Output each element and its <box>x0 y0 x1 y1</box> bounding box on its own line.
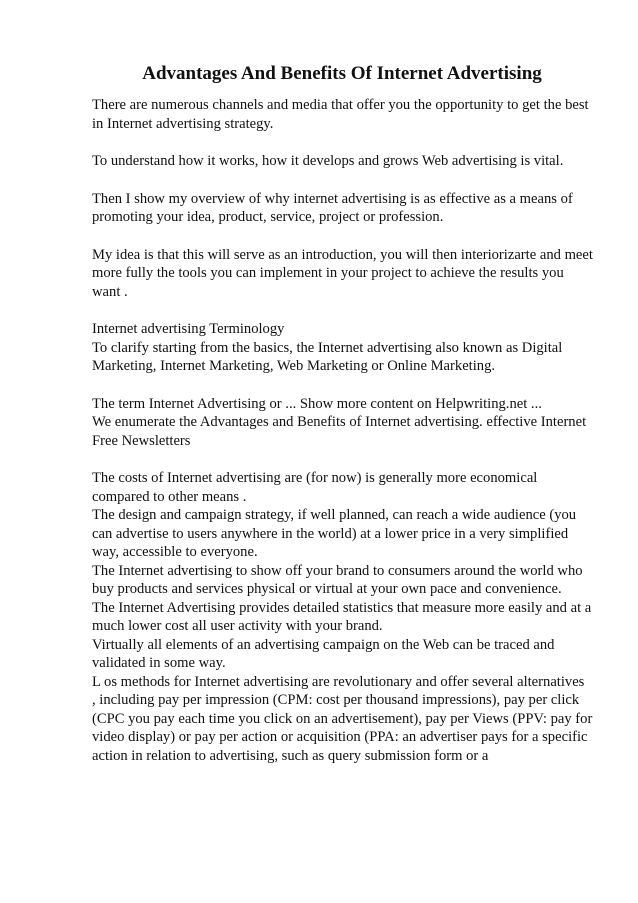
text-line: To clarify starting from the basics, the Internet advertising also known as Digital <box>92 339 563 356</box>
text-line: The Internet Advertising provides detailed statistics that measure more easily and at a <box>92 599 592 616</box>
text-line: in Internet advertising strategy. <box>92 115 274 132</box>
text-line: Then I show my overview of why internet advertising is as effective as a means of <box>92 190 573 207</box>
text-line: validated in some way. <box>92 655 226 671</box>
text-line: Free Newsletters <box>92 432 191 449</box>
paragraph <box>92 395 602 451</box>
document-body <box>92 96 602 765</box>
text-line: The costs of Internet advertising are (for now) is generally more economical <box>92 470 538 486</box>
text-line: My idea is that this will serve as an introduction, you will then interiorizarte and meet <box>92 246 593 263</box>
text-line: To understand how it works, how it develops and grows Web advertising is vital. <box>92 153 564 169</box>
paragraph <box>92 320 602 376</box>
text-line: buy products and services physical or virtual at your own pace and convenience. <box>92 581 562 597</box>
text-line: video display) or pay per action or acquisition (PPA: an advertiser pays for a specific <box>92 729 588 745</box>
document-title: Advantages And Benefits Of Internet Advertising <box>142 63 542 84</box>
text-line: The Internet advertising to show off your brand to consumers around the world who <box>92 562 583 579</box>
text-line: can advertise to users anywhere in the world) at a lower price in a very simplified <box>92 525 569 542</box>
text-line: The design and campaign strategy, if well planned, can reach a wide audience (you <box>92 507 577 523</box>
text-line: Marketing, Internet Marketing, Web Marketing or Online Marketing. <box>92 358 496 374</box>
text-line: action in relation to advertising, such as query submission form or a <box>92 747 489 764</box>
text-line: way, accessible to everyone. <box>92 544 258 560</box>
section-heading: Internet advertising Terminology <box>92 321 285 337</box>
text-line: much lower cost all user activity with your brand. <box>92 618 383 634</box>
text-line: L os methods for Internet advertising are revolutionary and offer several alternatives <box>92 673 585 690</box>
paragraph <box>92 246 602 302</box>
text-line: Virtually all elements of an advertising campaign on the Web can be traced and <box>92 636 555 653</box>
paragraph <box>92 190 602 227</box>
paragraph <box>92 152 602 171</box>
paragraph <box>92 469 602 765</box>
text-line: , including pay per impression (CPM: cost per thousand impressions), pay per click <box>92 692 580 708</box>
text-line: (CPC you pay each time you click on an advertisement), pay per Views (PPV: pay for <box>92 710 593 727</box>
text-line: There are numerous channels and media that offer you the opportunity to get the best <box>92 97 589 113</box>
text-line: The term Internet Advertising or ... Show more content on Helpwriting.net ... <box>92 395 542 412</box>
text-line: promoting your idea, product, service, project or profession. <box>92 209 444 225</box>
paragraph <box>92 96 602 133</box>
text-line: We enumerate the Advantages and Benefits of Internet advertising. effective Internet <box>92 414 587 430</box>
text-line: compared to other means . <box>92 488 247 505</box>
text-line: more fully the tools you can implement in your project to achieve the results you <box>92 265 564 281</box>
text-line: want . <box>92 283 128 300</box>
